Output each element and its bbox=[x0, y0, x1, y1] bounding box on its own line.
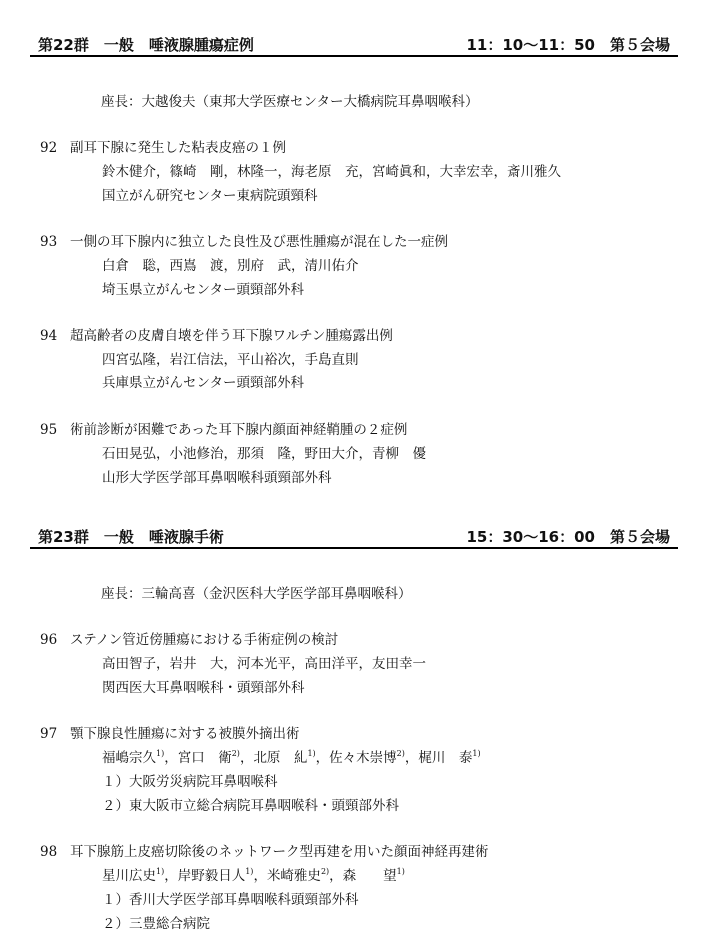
paper-title: ステノン管近傍腫瘍における手術症例の検討 bbox=[70, 632, 339, 648]
paper-affiliation: 兵庫県立がんセンター頭頸部外科 bbox=[102, 375, 304, 391]
author-name: 北原 糺 bbox=[253, 750, 308, 766]
author-affiliation-mark: 1) bbox=[396, 867, 405, 876]
session-title: 第22群 一般 唾液腺腫瘍症例 bbox=[38, 36, 254, 54]
paper-affiliation: ２）三豊総合病院 bbox=[102, 916, 210, 932]
paper-number: 97 bbox=[40, 726, 58, 742]
paper-authors: 白倉 聡，西嶌 渡，別府 武，清川佑介 bbox=[102, 258, 359, 274]
author-name: 佐々木崇博 bbox=[329, 750, 397, 766]
author-affiliation-mark: 1) bbox=[307, 749, 316, 758]
header-rule bbox=[30, 55, 678, 57]
paper-affiliation: 国立がん研究センター東病院頭頸科 bbox=[102, 188, 318, 204]
paper-affiliation: １）大阪労災病院耳鼻咽喉科 bbox=[102, 774, 278, 790]
paper-authors: 鈴木健介，篠崎 剛，林隆一，海老原 充，宮崎眞和，大幸宏幸，斎川雅久 bbox=[102, 164, 561, 180]
paper-number: 96 bbox=[40, 632, 58, 648]
author-name: 宮口 衛 bbox=[177, 750, 232, 766]
author-affiliation-mark: 1) bbox=[156, 867, 165, 876]
paper-title: 一側の耳下腺内に独立した良性及び悪性腫瘍が混在した一症例 bbox=[70, 234, 448, 250]
paper-affiliation: 山形大学医学部耳鼻咽喉科頭頸部外科 bbox=[102, 470, 332, 486]
author-name: 米崎雅史 bbox=[266, 868, 321, 884]
author-affiliation-mark: 2) bbox=[320, 867, 330, 876]
paper-title: 耳下腺筋上皮癌切除後のネットワーク型再建を用いた顔面神経再建術 bbox=[70, 844, 489, 860]
author-affiliation-mark: 1) bbox=[156, 749, 165, 758]
paper-affiliation: １）香川大学医学部耳鼻咽喉科頭頸部外科 bbox=[102, 892, 359, 908]
author-name: 梶川 泰 bbox=[418, 750, 473, 766]
paper-affiliation: ２）東大阪市立総合病院耳鼻咽喉科・頭頸部外科 bbox=[102, 798, 399, 814]
paper-title: 顎下腺良性腫瘍に対する被膜外摘出術 bbox=[70, 726, 300, 742]
session-time-room: 15：30〜16：00 第５会場 bbox=[466, 528, 670, 546]
author-affiliation-mark: 2) bbox=[396, 749, 405, 758]
paper-authors: 福嶋宗久$^{1)}$，宮口 衛$^{2)}$，北原 糺$^{1)}$，佐々木崇博$^{2)}$，梶川 泰$^{1)}$ bbox=[102, 749, 481, 766]
author-affiliation-mark: 1) bbox=[245, 867, 254, 876]
paper-authors: 四宮弘隆，岩江信法，平山裕次，手島直則 bbox=[102, 352, 359, 368]
session-header bbox=[30, 33, 678, 57]
paper-number: 95 bbox=[40, 422, 58, 438]
author-name: 岸野毅日人 bbox=[177, 868, 246, 884]
paper-authors: 高田智子，岩井 大，河本光平，高田洋平，友田幸一 bbox=[102, 656, 426, 672]
header-rule bbox=[30, 547, 678, 549]
paper-title: 副耳下腺に発生した粘表皮癌の１例 bbox=[70, 140, 286, 156]
chair: 座長：三輪高喜（金沢医科大学医学部耳鼻咽喉科） bbox=[101, 586, 412, 602]
paper-title: 超高齢者の皮膚自壊を伴う耳下腺ワルチン腫瘍露出例 bbox=[70, 328, 393, 344]
session-title: 第23群 一般 唾液腺手術 bbox=[38, 528, 224, 546]
paper-authors: 星川広史$^{1)}$，岸野毅日人$^{1)}$，米崎雅史$^{2)}$，森 望$^{1)}$ bbox=[102, 867, 405, 884]
paper-authors: 石田晃弘，小池修治，那須 隆，野田大介，青柳 優 bbox=[102, 446, 426, 462]
paper-affiliation: 関西医大耳鼻咽喉科・頭頸部外科 bbox=[102, 680, 305, 696]
paper-number: 92 bbox=[40, 140, 58, 156]
paper-number: 98 bbox=[40, 844, 58, 860]
paper-title: 術前診断が困難であった耳下腺内顔面神経鞘腫の２症例 bbox=[70, 422, 408, 438]
author-name: 森 望 bbox=[342, 868, 397, 884]
session-time-room: 11：10〜11：50 第５会場 bbox=[466, 36, 670, 54]
paper-number: 93 bbox=[40, 234, 58, 250]
author-affiliation-mark: 1) bbox=[472, 749, 481, 758]
author-name: 福嶋宗久 bbox=[102, 750, 156, 766]
session-header bbox=[30, 525, 678, 549]
paper-affiliation: 埼玉県立がんセンター頭頸部外科 bbox=[102, 282, 304, 298]
paper-number: 94 bbox=[40, 328, 58, 344]
chair: 座長：大越俊夫（東邦大学医療センター大橋病院耳鼻咽喉科） bbox=[101, 94, 479, 110]
author-name: 星川広史 bbox=[102, 868, 156, 884]
author-affiliation-mark: 2) bbox=[231, 749, 240, 758]
